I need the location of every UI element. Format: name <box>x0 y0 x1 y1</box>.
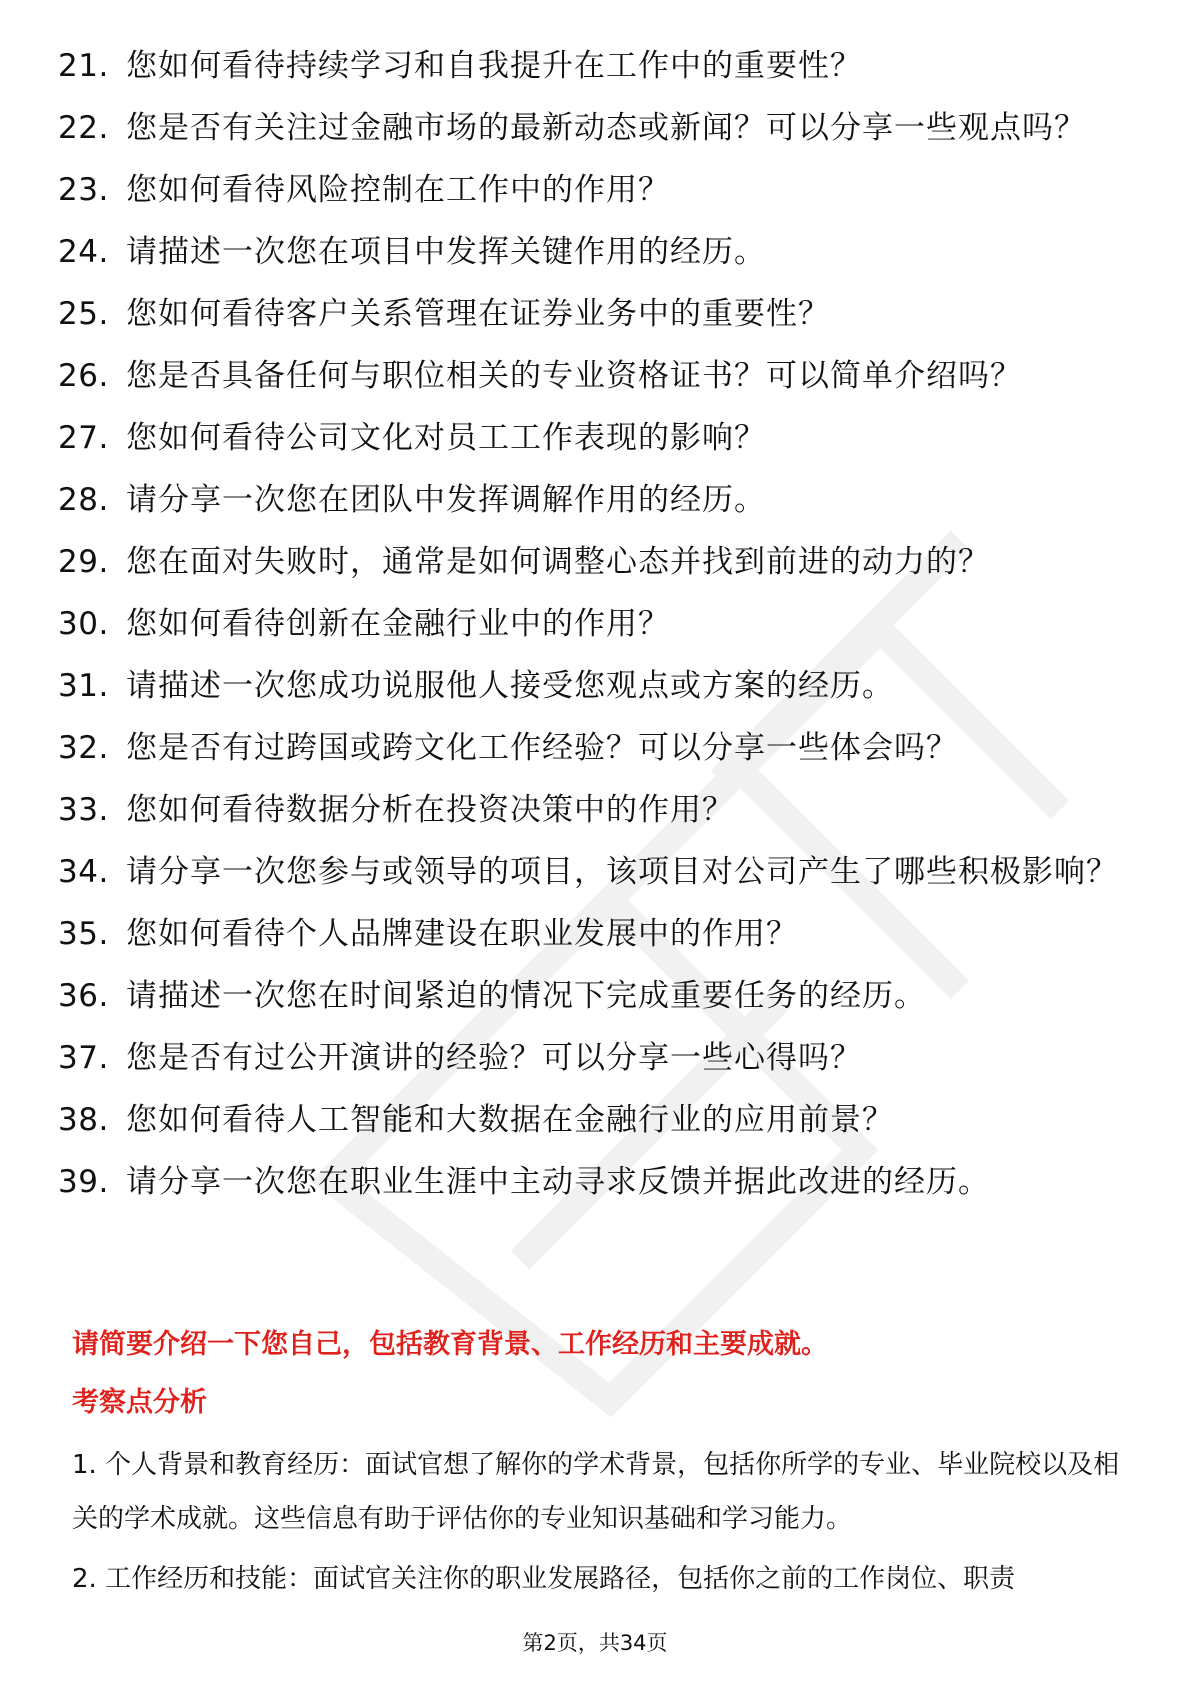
item-number: 38. <box>58 1102 109 1138</box>
list-item <box>58 542 1138 582</box>
item-text: 您是否有关注过金融市场的最新动态或新闻？可以分享一些观点吗？ <box>126 110 1086 146</box>
page-number: 第2页，共34页 <box>522 1631 668 1655</box>
item-number: 36. <box>58 978 109 1014</box>
item-number: 22. <box>58 110 109 146</box>
item-text: 您是否有过跨国或跨文化工作经验？可以分享一些体会吗？ <box>126 730 958 766</box>
item-number: 25. <box>58 296 109 332</box>
analysis-item: 1. 个人背景和教育经历：面试官想了解你的学术背景，包括你所学的专业、毕业院校以及相关的学术成就。这些信息有助于评估你的专业知识基础和学习能力。 <box>72 1450 1120 1534</box>
item-text: 您是否具备任何与职位相关的专业资格证书？可以简单介绍吗？ <box>126 358 1022 394</box>
list-item <box>58 418 1138 458</box>
item-text: 您如何看待客户关系管理在证券业务中的重要性？ <box>126 296 830 332</box>
item-text: 请分享一次您在团队中发挥调解作用的经历。 <box>126 482 766 518</box>
list-item <box>58 914 1138 954</box>
list-item <box>58 1162 1138 1202</box>
list-item <box>58 728 1138 768</box>
item-number: 32. <box>58 730 109 766</box>
item-number: 21. <box>58 48 109 84</box>
question-list <box>58 46 1138 1224</box>
list-item <box>58 604 1138 644</box>
item-text: 请描述一次您成功说服他人接受您观点或方案的经历。 <box>126 668 894 704</box>
item-text: 您如何看待个人品牌建设在职业发展中的作用？ <box>126 916 798 952</box>
question-heading: 请简要介绍一下您自己，包括教育背景、工作经历和主要成就。 <box>72 1329 828 1360</box>
item-text: 您是否有过公开演讲的经验？可以分享一些心得吗？ <box>126 1040 862 1076</box>
item-text: 请分享一次您参与或领导的项目，该项目对公司产生了哪些积极影响？ <box>126 854 1118 890</box>
item-number: 29. <box>58 544 109 580</box>
list-item <box>58 294 1138 334</box>
item-number: 33. <box>58 792 109 828</box>
list-item <box>58 790 1138 830</box>
item-number: 39. <box>58 1164 109 1200</box>
list-item <box>58 666 1138 706</box>
list-item <box>58 170 1138 210</box>
list-item <box>58 1038 1138 1078</box>
list-item <box>58 356 1138 396</box>
item-number: 28. <box>58 482 109 518</box>
item-number: 24. <box>58 234 109 270</box>
item-number: 34. <box>58 854 109 890</box>
item-number: 30. <box>58 606 109 642</box>
item-text: 您如何看待创新在金融行业中的作用？ <box>126 606 670 642</box>
list-item <box>58 46 1138 86</box>
item-text: 您如何看待人工智能和大数据在金融行业的应用前景？ <box>126 1102 894 1138</box>
item-number: 35. <box>58 916 109 952</box>
item-text: 请分享一次您在职业生涯中主动寻求反馈并据此改进的经历。 <box>126 1164 990 1200</box>
item-number: 23. <box>58 172 109 208</box>
item-number: 37. <box>58 1040 109 1076</box>
item-text: 您如何看待持续学习和自我提升在工作中的重要性？ <box>126 48 862 84</box>
list-item <box>58 108 1138 148</box>
list-item <box>58 976 1138 1016</box>
item-text: 您如何看待公司文化对员工工作表现的影响？ <box>126 420 766 456</box>
analysis-list <box>72 1438 1122 1612</box>
analysis-heading: 考察点分析 <box>72 1387 207 1418</box>
item-text: 您在面对失败时，通常是如何调整心态并找到前进的动力的？ <box>126 544 990 580</box>
item-text: 您如何看待风险控制在工作中的作用？ <box>126 172 670 208</box>
list-item <box>58 1100 1138 1140</box>
item-number: 27. <box>58 420 109 456</box>
item-number: 26. <box>58 358 109 394</box>
list-item <box>58 852 1138 892</box>
item-text: 请描述一次您在项目中发挥关键作用的经历。 <box>126 234 766 270</box>
item-text: 您如何看待数据分析在投资决策中的作用？ <box>126 792 734 828</box>
list-item <box>58 232 1138 272</box>
analysis-item: 2. 工作经历和技能：面试官关注你的职业发展路径，包括你之前的工作岗位、职责 <box>72 1564 1016 1594</box>
item-text: 请描述一次您在时间紧迫的情况下完成重要任务的经历。 <box>126 978 926 1014</box>
item-number: 31. <box>58 668 109 704</box>
list-item <box>58 480 1138 520</box>
